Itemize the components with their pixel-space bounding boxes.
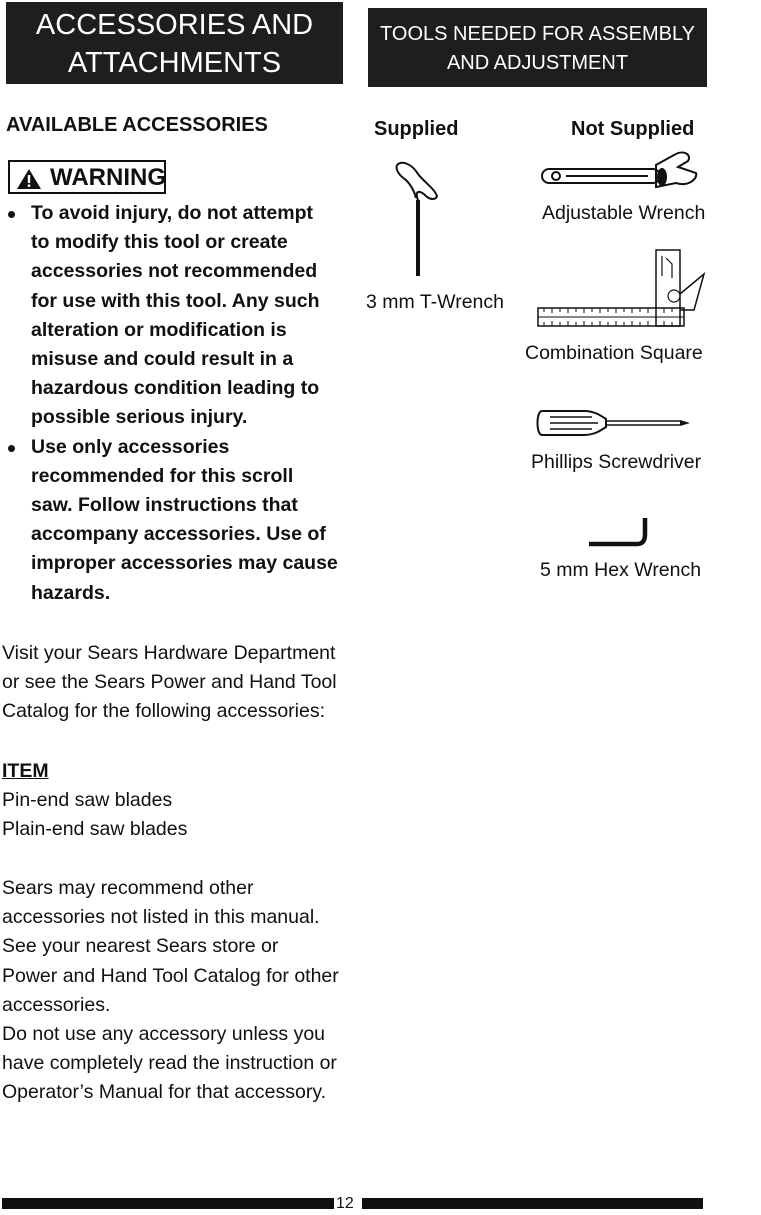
right-section-header xyxy=(368,8,707,87)
bullet-line: for use with this tool. Any such xyxy=(31,289,320,312)
available-accessories-heading: AVAILABLE ACCESSORIES xyxy=(6,114,268,136)
bullet-line: accompany accessories. Use of xyxy=(31,523,326,546)
bullet-item xyxy=(8,433,343,608)
closing-line: Sears may recommend other xyxy=(2,877,254,899)
closing-line: See your nearest Sears store or xyxy=(2,935,279,958)
visit-line: Catalog for the following accessories: xyxy=(2,700,325,723)
hex-wrench-icon xyxy=(585,514,655,550)
warning-box xyxy=(8,160,166,194)
right-header-line1: TOOLS NEEDED FOR ASSEMBLY xyxy=(380,23,695,45)
bullet-line: misuse and could result in a xyxy=(31,348,294,371)
bullet-line: possible serious injury. xyxy=(31,406,248,429)
left-header-line1: ACCESSORIES AND xyxy=(35,9,314,41)
closing-line: accessories not listed in this manual. xyxy=(2,906,320,929)
footer-bar-left xyxy=(2,1198,334,1209)
bullet-line: hazards. xyxy=(31,581,111,604)
visit-line: or see the Sears Power and Hand Tool xyxy=(2,671,337,694)
bullet-line: To avoid injury, do not attempt xyxy=(31,202,314,224)
warning-triangle-icon xyxy=(16,168,42,190)
bullet-line: to modify this tool or create xyxy=(31,231,288,254)
left-section-header xyxy=(6,2,343,84)
closing-line: Operator’s Manual for that accessory. xyxy=(2,1081,327,1104)
hex-wrench-label: 5 mm Hex Wrench xyxy=(540,559,702,581)
bullet-line: accessories not recommended xyxy=(31,260,318,283)
visit-paragraph xyxy=(2,639,347,727)
supplied-heading: Supplied xyxy=(374,118,459,140)
closing-line: Do not use any accessory unless you xyxy=(2,1023,326,1046)
phillips-screwdriver-icon xyxy=(534,408,694,438)
list-item: Pin-end saw blades xyxy=(2,789,173,811)
bullet-dot-icon xyxy=(8,211,15,218)
bullet-line: Use only accessories xyxy=(31,435,230,458)
phillips-screwdriver-label: Phillips Screwdriver xyxy=(531,451,702,473)
bullet-line: recommended for this scroll xyxy=(31,464,294,487)
visit-line: Visit your Sears Hardware Department xyxy=(2,642,336,664)
closing-line: Power and Hand Tool Catalog for other xyxy=(2,964,339,987)
warning-bullets xyxy=(8,199,343,608)
bullet-line: improper accessories may cause xyxy=(31,552,338,575)
left-header-line2: ATTACHMENTS xyxy=(67,47,282,79)
adjustable-wrench-icon xyxy=(538,147,702,193)
adjustable-wrench-label: Adjustable Wrench xyxy=(542,202,706,224)
bullet-item xyxy=(8,199,343,433)
list-item: Plain-end saw blades xyxy=(2,818,188,841)
item-list xyxy=(2,786,347,844)
warning-label: WARNING xyxy=(50,164,166,191)
t-wrench-icon xyxy=(392,160,444,278)
closing-paragraph xyxy=(2,874,347,1108)
bullet-line: alteration or modification is xyxy=(31,318,287,341)
combination-square-label: Combination Square xyxy=(525,342,703,364)
not-supplied-heading: Not Supplied xyxy=(571,118,695,140)
closing-line: have completely read the instruction or xyxy=(2,1052,337,1075)
item-heading: ITEM xyxy=(2,760,49,782)
page-number: 12 xyxy=(336,1195,354,1212)
bullet-dot-icon xyxy=(8,445,15,452)
footer-bar-right xyxy=(362,1198,703,1209)
bullet-line: hazardous condition leading to xyxy=(31,377,320,400)
t-wrench-label: 3 mm T-Wrench xyxy=(366,291,504,313)
closing-line: accessories. xyxy=(2,993,111,1016)
bullet-line: saw. Follow instructions that xyxy=(31,494,298,517)
combination-square-icon xyxy=(534,246,706,330)
right-header-line2: AND ADJUSTMENT xyxy=(446,52,629,74)
